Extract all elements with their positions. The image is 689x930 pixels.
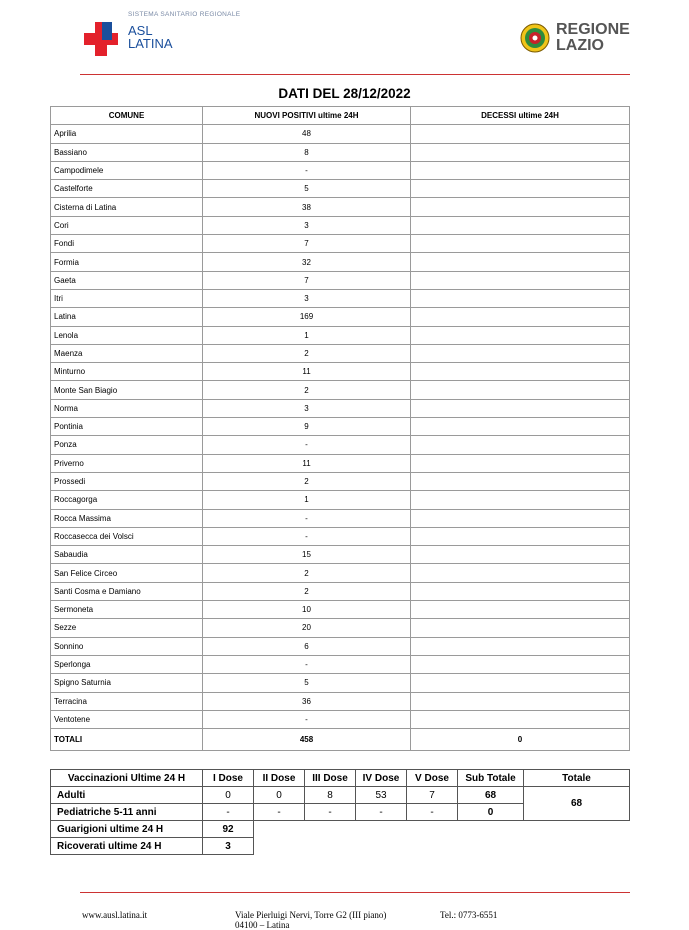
vax-header-dose3: III Dose	[305, 770, 356, 787]
cell-comune: Sperlonga	[51, 655, 203, 673]
table-row	[51, 216, 630, 234]
cell-positivi: -	[203, 655, 411, 673]
cell-positivi: -	[203, 436, 411, 454]
table-row	[51, 692, 630, 710]
cell-positivi: 10	[203, 601, 411, 619]
table-row	[51, 655, 630, 673]
table-row	[51, 198, 630, 216]
cell-positivi: 9	[203, 418, 411, 436]
cell-comune: Formia	[51, 253, 203, 271]
table-row	[51, 399, 630, 417]
cell-comune: Pontinia	[51, 418, 203, 436]
vax-header-dose5: V Dose	[407, 770, 458, 787]
footer-address: Viale Pierluigi Nervi, Torre G2 (III piano) 04100 – Latina	[235, 910, 387, 930]
cell-positivi: 2	[203, 564, 411, 582]
vax-header-dose1: I Dose	[203, 770, 254, 787]
adults-label: Adulti	[51, 787, 203, 804]
cell-positivi: 3	[203, 289, 411, 307]
cell-positivi: 11	[203, 454, 411, 472]
table-row	[51, 418, 630, 436]
cell-decessi	[411, 582, 630, 600]
table-row	[51, 674, 630, 692]
cell-comune: Aprilia	[51, 125, 203, 143]
hospitalized-row	[51, 838, 630, 855]
regione-lazio-emblem-icon	[520, 23, 550, 53]
cell-comune: Cori	[51, 216, 203, 234]
totals-label: TOTALI	[51, 729, 203, 751]
cell-comune: Roccasecca dei Volsci	[51, 527, 203, 545]
table-row	[51, 601, 630, 619]
cell-comune: Minturno	[51, 363, 203, 381]
table-row	[51, 564, 630, 582]
cell-decessi	[411, 546, 630, 564]
cell-comune: Sermoneta	[51, 601, 203, 619]
cell-comune: Sonnino	[51, 637, 203, 655]
cell-positivi: 7	[203, 271, 411, 289]
vax-header-dose4: IV Dose	[356, 770, 407, 787]
column-header-comune: COMUNE	[51, 107, 203, 125]
cell-positivi: 3	[203, 399, 411, 417]
cell-decessi	[411, 637, 630, 655]
table-row	[51, 582, 630, 600]
pediatric-dose3: -	[305, 804, 356, 821]
vax-header-total: Totale	[524, 770, 630, 787]
cell-comune: Santi Cosma e Damiano	[51, 582, 203, 600]
table-row	[51, 491, 630, 509]
asl-latina-logo	[82, 10, 242, 56]
cell-decessi	[411, 674, 630, 692]
cell-comune: Ponza	[51, 436, 203, 454]
cell-comune: Ventotene	[51, 710, 203, 728]
adults-dose2: 0	[254, 787, 305, 804]
cell-decessi	[411, 125, 630, 143]
pediatric-label: Pediatriche 5-11 anni	[51, 804, 203, 821]
cell-positivi: 5	[203, 674, 411, 692]
cell-decessi	[411, 363, 630, 381]
cell-comune: Spigno Saturnia	[51, 674, 203, 692]
cell-decessi	[411, 564, 630, 582]
page-title: DATI DEL 28/12/2022	[278, 86, 411, 101]
totals-decessi: 0	[411, 729, 630, 751]
footer-phone: Tel.: 0773-6551	[440, 910, 498, 920]
table-row	[51, 308, 630, 326]
totals-row	[51, 729, 630, 751]
cell-positivi: -	[203, 161, 411, 179]
cell-comune: San Felice Circeo	[51, 564, 203, 582]
table-row	[51, 180, 630, 198]
asl-name: ASL LATINA	[128, 23, 173, 51]
cell-positivi: 48	[203, 125, 411, 143]
cell-positivi: 3	[203, 216, 411, 234]
table-row	[51, 710, 630, 728]
cell-positivi: 20	[203, 619, 411, 637]
municipality-table	[50, 106, 630, 751]
adults-dose5: 7	[407, 787, 458, 804]
recovered-label: Guarigioni ultime 24 H	[51, 821, 203, 838]
recovered-value: 92	[203, 821, 254, 838]
cell-positivi: 32	[203, 253, 411, 271]
table-row	[51, 326, 630, 344]
vaccination-header-row	[51, 770, 630, 787]
table-row	[51, 637, 630, 655]
regione-lazio-logo	[518, 20, 638, 56]
cell-decessi	[411, 308, 630, 326]
vax-header-subtotal: Sub Totale	[458, 770, 524, 787]
table-row	[51, 509, 630, 527]
cell-comune: Castelforte	[51, 180, 203, 198]
cell-decessi	[411, 326, 630, 344]
adults-dose1: 0	[203, 787, 254, 804]
cell-decessi	[411, 216, 630, 234]
cell-comune: Lenola	[51, 326, 203, 344]
totals-positivi: 458	[203, 729, 411, 751]
pediatric-dose4: -	[356, 804, 407, 821]
table-row	[51, 472, 630, 490]
cell-decessi	[411, 454, 630, 472]
table-row	[51, 125, 630, 143]
cell-comune: Sezze	[51, 619, 203, 637]
table-row	[51, 289, 630, 307]
cell-decessi	[411, 710, 630, 728]
table-row	[51, 271, 630, 289]
vaccination-table	[50, 769, 630, 855]
cell-decessi	[411, 161, 630, 179]
cell-decessi	[411, 527, 630, 545]
cell-decessi	[411, 143, 630, 161]
cell-decessi	[411, 198, 630, 216]
cell-comune: Gaeta	[51, 271, 203, 289]
cell-positivi: 7	[203, 235, 411, 253]
cell-positivi: 38	[203, 198, 411, 216]
cell-positivi: 5	[203, 180, 411, 198]
red-cross-icon	[84, 22, 118, 56]
hospitalized-value: 3	[203, 838, 254, 855]
cell-comune: Priverno	[51, 454, 203, 472]
cell-comune: Campodimele	[51, 161, 203, 179]
cell-decessi	[411, 509, 630, 527]
cell-decessi	[411, 271, 630, 289]
cell-comune: Sabaudia	[51, 546, 203, 564]
cell-decessi	[411, 381, 630, 399]
cell-decessi	[411, 399, 630, 417]
table-row	[51, 143, 630, 161]
cell-comune: Itri	[51, 289, 203, 307]
table-row	[51, 363, 630, 381]
pediatric-dose1: -	[203, 804, 254, 821]
vax-header-title: Vaccinazioni Ultime 24 H	[51, 770, 203, 787]
cell-positivi: 1	[203, 491, 411, 509]
cell-positivi: 2	[203, 344, 411, 362]
adults-dose4: 53	[356, 787, 407, 804]
cell-decessi	[411, 601, 630, 619]
cell-comune: Roccagorga	[51, 491, 203, 509]
cell-comune: Prossedi	[51, 472, 203, 490]
cell-comune: Terracina	[51, 692, 203, 710]
cell-positivi: 36	[203, 692, 411, 710]
cell-positivi: -	[203, 710, 411, 728]
footer-website[interactable]: www.ausl.latina.it	[82, 910, 148, 920]
footer-divider	[80, 892, 630, 893]
cell-decessi	[411, 436, 630, 454]
cell-positivi: -	[203, 509, 411, 527]
table-row	[51, 235, 630, 253]
table-row	[51, 161, 630, 179]
table-row	[51, 344, 630, 362]
cell-positivi: 2	[203, 582, 411, 600]
cell-decessi	[411, 619, 630, 637]
table-row	[51, 527, 630, 545]
cell-decessi	[411, 692, 630, 710]
cell-decessi	[411, 344, 630, 362]
cell-decessi	[411, 655, 630, 673]
table-row	[51, 546, 630, 564]
table-row	[51, 381, 630, 399]
pediatric-dose5: -	[407, 804, 458, 821]
cell-positivi: 2	[203, 472, 411, 490]
cell-decessi	[411, 235, 630, 253]
table-row	[51, 436, 630, 454]
table-row	[51, 454, 630, 472]
adults-subtotal: 68	[458, 787, 524, 804]
header-divider	[80, 74, 630, 75]
column-header-decessi: DECESSI ultime 24H	[411, 107, 630, 125]
hospitalized-label: Ricoverati ultime 24 H	[51, 838, 203, 855]
cell-comune: Rocca Massima	[51, 509, 203, 527]
cell-comune: Fondi	[51, 235, 203, 253]
cell-decessi	[411, 472, 630, 490]
cell-positivi: 8	[203, 143, 411, 161]
cell-positivi: 1	[203, 326, 411, 344]
table-row	[51, 619, 630, 637]
recovered-row	[51, 821, 630, 838]
adults-dose3: 8	[305, 787, 356, 804]
cell-positivi: 15	[203, 546, 411, 564]
cell-decessi	[411, 491, 630, 509]
cell-positivi: 2	[203, 381, 411, 399]
cell-comune: Monte San Biagio	[51, 381, 203, 399]
pediatric-subtotal: 0	[458, 804, 524, 821]
cell-positivi: 11	[203, 363, 411, 381]
vaccination-adults-row	[51, 787, 630, 804]
cell-comune: Latina	[51, 308, 203, 326]
cell-positivi: 6	[203, 637, 411, 655]
cell-positivi: 169	[203, 308, 411, 326]
table-row	[51, 253, 630, 271]
cell-comune: Norma	[51, 399, 203, 417]
cell-decessi	[411, 180, 630, 198]
table-header-row	[51, 107, 630, 125]
vax-header-dose2: II Dose	[254, 770, 305, 787]
cell-decessi	[411, 418, 630, 436]
cell-comune: Maenza	[51, 344, 203, 362]
cell-comune: Cisterna di Latina	[51, 198, 203, 216]
cell-decessi	[411, 253, 630, 271]
cell-comune: Bassiano	[51, 143, 203, 161]
column-header-positivi: NUOVI POSITIVI ultime 24H	[203, 107, 411, 125]
vaccination-total: 68	[524, 787, 630, 821]
asl-subtitle: SISTEMA SANITARIO REGIONALE	[128, 11, 241, 18]
regione-lazio-name: REGIONE LAZIO	[556, 21, 630, 54]
cell-positivi: -	[203, 527, 411, 545]
cell-decessi	[411, 289, 630, 307]
pediatric-dose2: -	[254, 804, 305, 821]
